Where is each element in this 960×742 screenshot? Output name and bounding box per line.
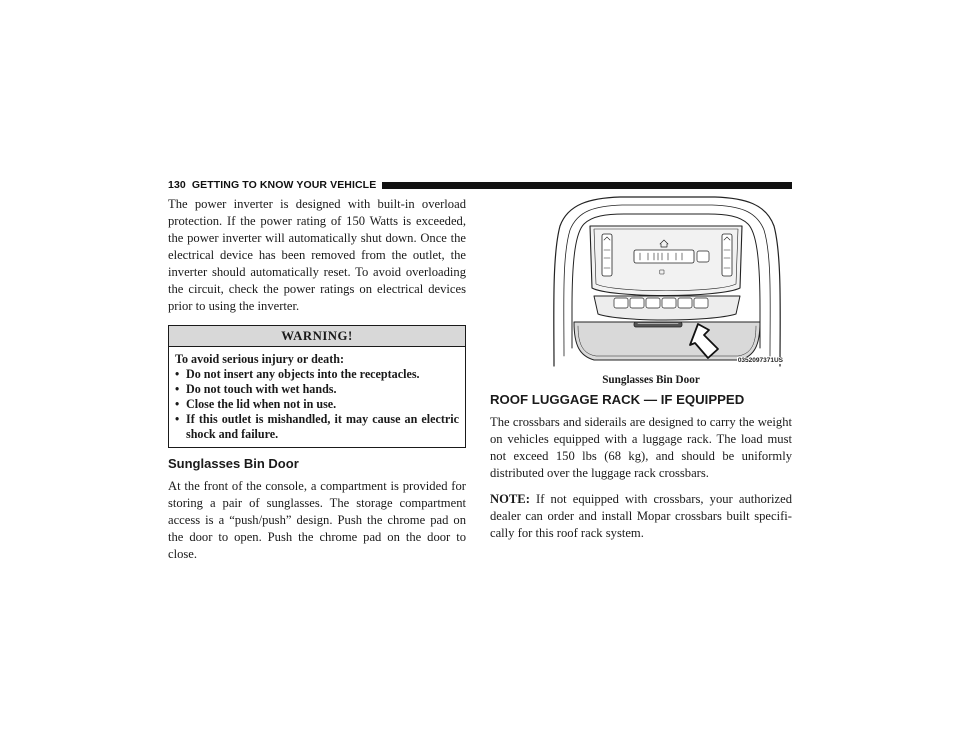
section-title: GETTING TO KNOW YOUR VEHICLE: [191, 179, 377, 191]
sunglasses-heading: Sunglasses Bin Door: [168, 456, 299, 471]
roof-rack-paragraph: The crossbars and siderails are designed to carry the weight on vehicles equipped with a luggage rack. The load must not exceed 150 lbs (68 kg), and should be uniformly distributed over the luggage rack crossbars.: [490, 415, 792, 480]
warning-item: [175, 412, 459, 442]
warning-body: [169, 347, 465, 447]
header-rule: [382, 182, 792, 189]
warning-item: [175, 367, 459, 382]
left-column: [168, 196, 466, 572]
right-column: [490, 196, 792, 551]
warning-item-text: Do not insert any objects into the receptacles.: [186, 367, 420, 381]
warning-item: [175, 397, 459, 412]
overhead-console-illustration: [550, 196, 782, 370]
figure-caption: Sunglasses Bin Door: [602, 374, 700, 386]
note-paragraph: [490, 491, 792, 542]
warning-item: [175, 382, 459, 397]
sunglasses-paragraph: At the front of the console, a compartment is provided for storing a pair of sunglasses. The storage compartment access is a “push/push” design. Push the chrome pad on the door to open. Push the chrome pad on the door to close.: [168, 479, 466, 561]
page-header-text: [168, 179, 382, 191]
figure-code: 0352097371US: [737, 357, 783, 364]
warning-title: WARNING!: [169, 326, 465, 347]
page-header: [168, 178, 792, 192]
bullet-icon: [175, 382, 186, 397]
warning-item-text: Close the lid when not in use.: [186, 397, 337, 411]
bullet-icon: [175, 397, 186, 412]
note-label: NOTE:: [490, 492, 530, 506]
warning-list: [175, 367, 459, 442]
page-number: 130: [168, 179, 186, 191]
inverter-paragraph: The power inverter is designed with built-in overload protection. If the power rating of 150 Watts is exceeded, the power inverter will automatically shut down. Once the electrical device has been removed from the outlet, the inverter should automatically reset. To avoid overloading the circuit, check the power ratings on electrical devices prior to using the inverter.: [168, 197, 466, 313]
warning-item-text: If this outlet is mishandled, it may cause an electric shock and failure.: [186, 412, 459, 441]
bullet-icon: [175, 412, 186, 442]
warning-intro: To avoid serious injury or death:: [175, 352, 344, 366]
sunglasses-bin-figure: [550, 196, 782, 370]
bullet-icon: [175, 367, 186, 382]
warning-item-text: Do not touch with wet hands.: [186, 382, 337, 396]
warning-box: [168, 325, 466, 448]
note-text: If not equipped with crossbars, your authorized dealer can order and install Mopar crossbars built specifi-cally for this roof rack system.: [490, 492, 792, 540]
roof-rack-heading: ROOF LUGGAGE RACK — IF EQUIPPED: [490, 392, 745, 407]
